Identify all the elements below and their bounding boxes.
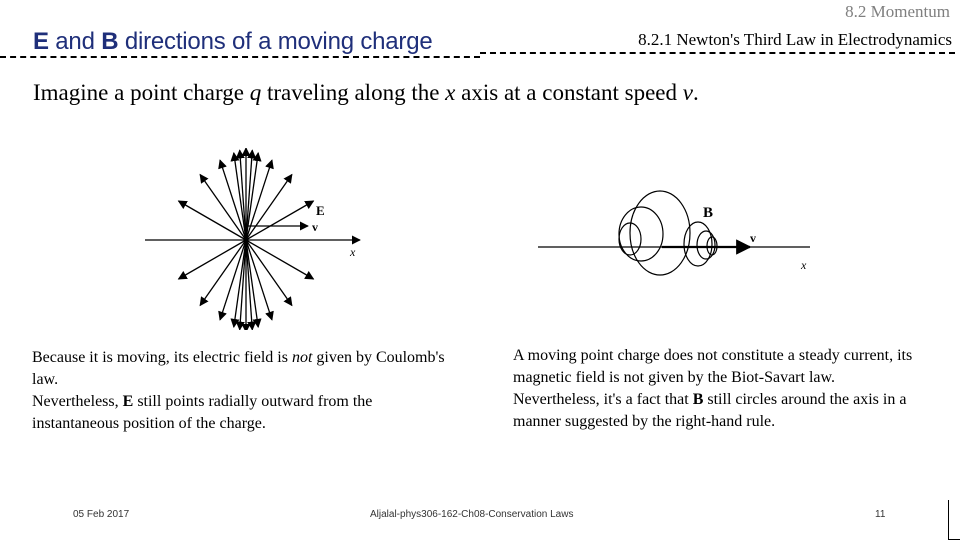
field-line <box>240 240 246 330</box>
b-field-label: B <box>703 205 714 221</box>
title-rest: directions of a moving charge <box>124 28 433 55</box>
intro-q: q <box>249 80 262 105</box>
field-line <box>220 160 246 240</box>
field-line <box>234 240 246 327</box>
e-field-label: E <box>316 203 325 218</box>
v-label: v <box>750 231 756 245</box>
field-lines <box>179 148 314 330</box>
x-axis-label: x <box>801 258 807 272</box>
v-label: v <box>312 220 318 234</box>
intro-sentence: Imagine a point charge q traveling along the x axis at a constant speed v. <box>33 80 699 105</box>
field-line <box>200 240 246 306</box>
intro-v: v <box>682 80 693 105</box>
subsection-label: 8.2.1 Newton's Third Law in Electrodynamics <box>638 30 952 49</box>
field-line <box>246 153 258 240</box>
title-divider-right <box>480 52 955 54</box>
field-line <box>246 240 272 320</box>
field-line <box>246 175 292 241</box>
title-e-symbol: E <box>33 28 49 55</box>
title-divider-left <box>0 56 480 58</box>
page-number: 11 <box>875 509 886 520</box>
field-line <box>246 240 252 330</box>
electric-field-explanation: Because it is moving, its electric field is not given by Coulomb's law. Nevertheless, E still points radially outward from the instantaneous position of the charge. <box>32 349 445 432</box>
slide-title <box>33 28 433 56</box>
title-b-symbol: B <box>101 28 119 55</box>
field-loops <box>619 191 717 275</box>
field-line <box>246 240 258 327</box>
field-line <box>246 160 272 240</box>
field-line <box>220 240 246 320</box>
title-and-word: and <box>55 28 95 55</box>
b-symbol-inline: B <box>692 391 704 408</box>
footer-course: Aljalal-phys306-162-Ch08-Conservation Laws <box>370 509 574 520</box>
not-emphasis: not <box>291 349 313 366</box>
footer-date: 05 Feb 2017 <box>73 509 130 520</box>
field-line <box>200 175 246 241</box>
field-line <box>246 240 292 306</box>
magnetic-field-explanation: A moving point charge does not constitute a steady current, its magnetic field is not given by the Biot-Savart law. Nevertheless, it's a fact that B still circles around the axis in a manner suggested by the right-hand rule. <box>513 347 913 430</box>
electric-field-figure <box>140 148 370 330</box>
section-label: 8.2 Momentum <box>845 2 950 21</box>
x-axis-label: x <box>350 245 356 259</box>
corner-mark-vertical <box>948 500 949 540</box>
field-line <box>240 150 246 240</box>
field-line <box>234 153 246 240</box>
e-symbol-inline: E <box>122 393 134 410</box>
intro-x: x <box>445 80 456 105</box>
magnetic-field-figure <box>530 182 830 282</box>
